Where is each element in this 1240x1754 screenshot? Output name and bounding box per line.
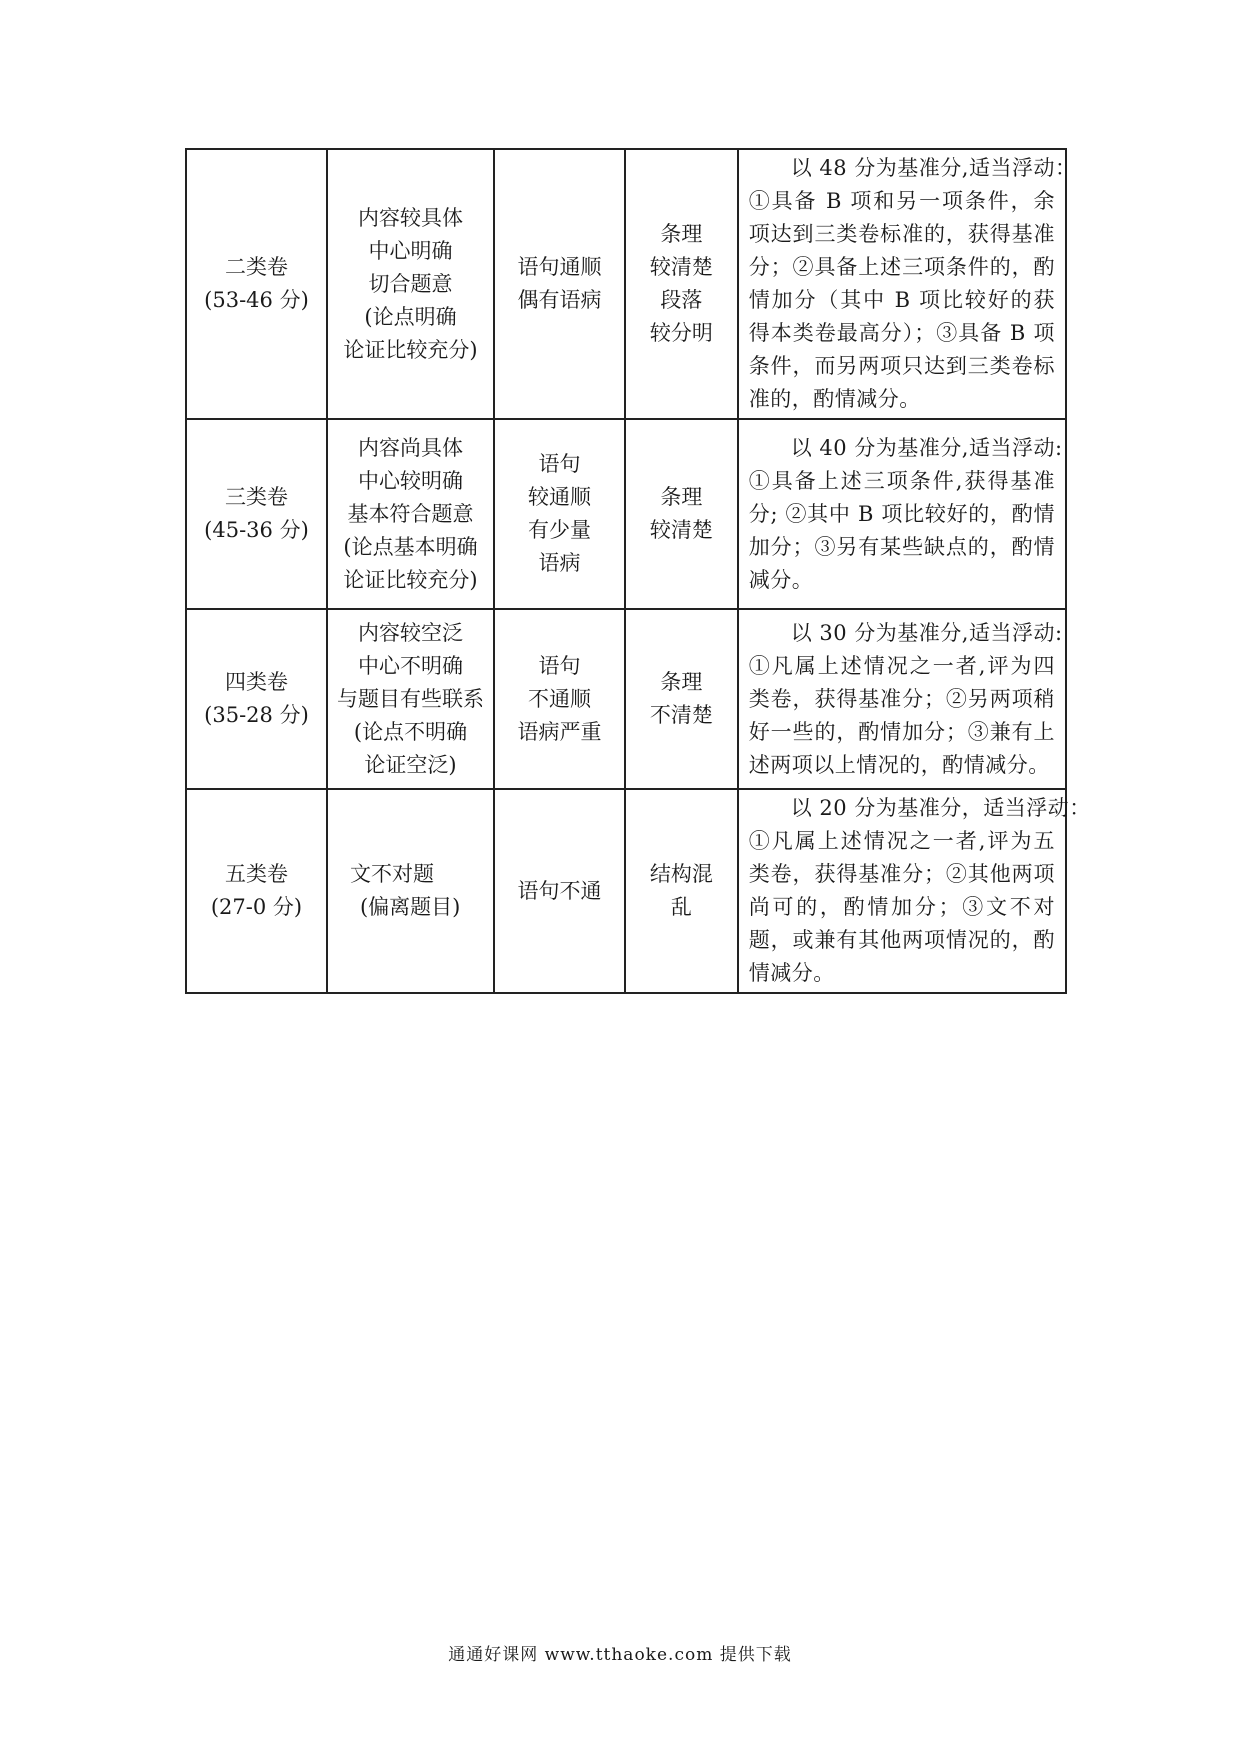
structure-line: 条理 [660,222,703,246]
description-cell [738,419,1066,609]
content-line: 中心明确 [368,238,453,263]
structure-line: 条理 [660,670,703,694]
content-line: 中心不明确 [358,653,464,678]
structure-cell [625,789,738,993]
description-body: ①具备 B 项和另一项条件，余项达到三类卷标准的，获得基准分；②具备上述三项条件的，酌情加分（其中 B 项比较好的获得本类卷最高分）；③具备 B 项条件，而另两项只达到三类卷标准的，酌情减分。 [748,189,1055,411]
content-line: 切合题意 [368,271,453,296]
content-line: (论点不明确 [353,719,468,744]
content-line: 论证比较充分) [343,567,478,592]
content-line: 内容较具体 [358,205,464,230]
language-line: 语句 [538,653,581,678]
grade-range: (35-28 分) [204,703,309,727]
structure-line: 乱 [670,895,692,919]
grade-cell [186,789,327,993]
language-line: 语句通顺 [517,255,602,279]
language-line: 语病 [538,551,581,575]
structure-line: 较清楚 [649,255,713,279]
structure-line: 条理 [660,485,703,509]
structure-cell [625,149,738,419]
content-line: 论证比较充分) [343,337,478,362]
page-footer: 通通好课网 www.tthaoke.com 提供下载 [448,1645,792,1665]
description-cell [738,609,1066,789]
content-line: 文不对题 [349,862,434,886]
grade-cell [186,419,327,609]
language-line: 不通顺 [528,686,592,711]
structure-line: 结构混 [649,862,713,886]
content-cell [327,789,494,993]
table-row [186,789,1066,993]
content-line: 与题目有些联系 [337,686,485,711]
table-row [186,609,1066,789]
content-line: 中心较明确 [358,468,464,493]
description-heading: 以 40 分为基准分,适当浮动: [790,435,1063,460]
grade-label: 五类卷 [224,862,288,886]
grade-cell [186,609,327,789]
content-cell [327,419,494,609]
language-cell [494,789,625,993]
content-line: 基本符合题意 [347,501,474,526]
content-cell [327,609,494,789]
structure-cell [625,609,738,789]
description-cell [738,149,1077,419]
table-row [186,419,1066,609]
content-line: (论点基本明确 [343,534,478,559]
description-heading: 以 20 分为基准分，适当浮动： [790,796,1091,820]
language-cell [494,149,625,419]
grade-label: 四类卷 [224,670,288,694]
grade-cell [186,149,327,419]
grade-label: 三类卷 [224,485,288,509]
description-heading: 以 30 分为基准分,适当浮动: [790,620,1063,645]
description-cell [738,789,1091,993]
grade-range: (53-46 分) [204,288,309,312]
language-line: 语病严重 [517,719,602,744]
grade-range: (45-36 分) [204,518,309,542]
structure-line: 较分明 [649,321,713,345]
language-cell [494,609,625,789]
content-line: 内容尚具体 [358,435,464,460]
language-line: 语句不通 [517,878,602,903]
content-line: 论证空泛) [364,752,457,777]
language-line: 有少量 [528,518,592,542]
content-line: (偏离题目) [359,895,461,919]
description-heading: 以 48 分为基准分,适当浮动： [790,156,1077,180]
content-line: 内容较空泛 [358,620,464,645]
table-row [186,149,1066,419]
grade-label: 二类卷 [224,255,288,279]
structure-line: 段落 [660,288,703,312]
structure-line: 不清楚 [649,703,713,727]
language-line: 语句 [538,452,581,476]
grading-table [185,148,1091,994]
language-line: 偶有语病 [517,288,602,312]
description-body: ①具备上述三项条件,获得基准分; ②其中 B 项比较好的，酌情加分；③另有某些缺点的，酌情减分。 [748,468,1055,592]
grade-range: (27-0 分) [210,895,303,919]
structure-line: 较清楚 [649,518,713,542]
language-cell [494,419,625,609]
description-body: ①凡属上述情况之一者,评为四类卷，获得基准分；②另两项稍好一些的，酌情加分；③兼有上述两项以上情况的，酌情减分。 [748,653,1055,777]
language-line: 较通顺 [528,485,592,509]
structure-cell [625,419,738,609]
description-body: ①凡属上述情况之一者,评为五类卷，获得基准分；②其他两项尚可的，酌情加分；③文不对题，或兼有其他两项情况的，酌情减分。 [748,829,1055,985]
content-cell [327,149,494,419]
content-line: (论点明确 [364,304,457,329]
